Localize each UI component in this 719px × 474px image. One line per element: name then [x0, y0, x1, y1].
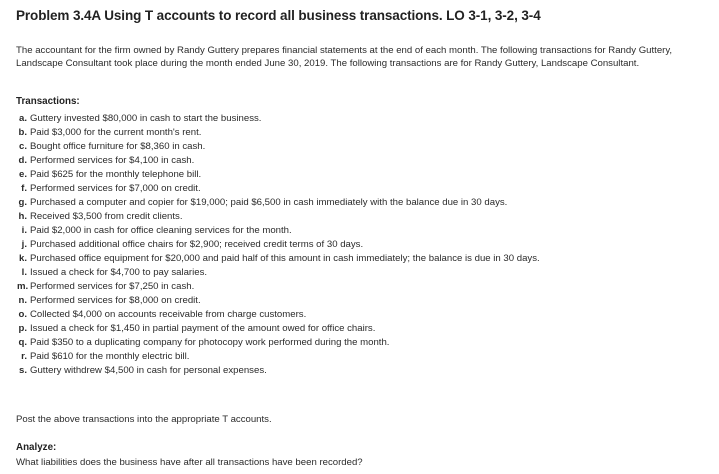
transaction-letter: r. — [21, 351, 27, 362]
transaction-item — [17, 322, 540, 336]
transaction-letter: a. — [18, 113, 27, 124]
transaction-letter: q. — [18, 337, 27, 348]
transaction-letter: n. — [18, 295, 27, 306]
transaction-letter: i. — [21, 225, 27, 236]
transaction-item — [17, 224, 540, 238]
transaction-letter: e. — [18, 169, 27, 180]
transaction-item — [17, 182, 540, 196]
transaction-item — [17, 336, 540, 350]
transaction-text: Performed services for $7,250 in cash. — [30, 281, 195, 292]
transaction-text: Paid $2,000 in cash for office cleaning services for the month. — [30, 225, 292, 236]
transaction-item — [17, 140, 540, 154]
transaction-text: Guttery withdrew $4,500 in cash for personal expenses. — [30, 365, 267, 376]
transactions-heading: Transactions: — [16, 96, 80, 107]
transaction-item — [17, 308, 540, 322]
transaction-item — [17, 238, 540, 252]
transaction-item — [17, 126, 540, 140]
analyze-question: What liabilities does the business have after all transactions have been recorded? — [16, 457, 363, 468]
transaction-text: Purchased additional office chairs for $2,900; received credit terms of 30 days. — [30, 239, 364, 250]
transaction-text: Performed services for $7,000 on credit. — [30, 183, 201, 194]
transaction-letter: j. — [21, 239, 27, 250]
transaction-text: Purchased office equipment for $20,000 and paid half of this amount in cash immediately; the balance is due in 30 days. — [30, 253, 540, 264]
transaction-text: Bought office furniture for $8,360 in cash. — [30, 141, 206, 152]
transaction-letter: k. — [18, 253, 27, 264]
transaction-text: Paid $610 for the monthly electric bill. — [30, 351, 190, 362]
transactions-list — [17, 112, 540, 378]
transaction-item — [17, 196, 540, 210]
transaction-text: Paid $3,000 for the current month's rent. — [30, 127, 202, 138]
transaction-item — [17, 280, 540, 294]
transaction-text: Paid $625 for the monthly telephone bill. — [30, 169, 202, 180]
transaction-text: Performed services for $4,100 in cash. — [30, 155, 195, 166]
transaction-letter: h. — [18, 211, 27, 222]
transaction-item — [17, 266, 540, 280]
transaction-letter: o. — [18, 309, 27, 320]
transaction-letter: m. — [17, 281, 29, 292]
transaction-item — [17, 350, 540, 364]
transaction-item — [17, 364, 540, 378]
transaction-text: Guttery invested $80,000 in cash to start the business. — [30, 113, 262, 124]
transaction-letter: l. — [21, 267, 27, 278]
transaction-text: Issued a check for $4,700 to pay salaries. — [30, 267, 208, 278]
transaction-letter: b. — [18, 127, 27, 138]
transaction-letter: s. — [18, 365, 27, 376]
transaction-item — [17, 210, 540, 224]
transaction-item — [17, 252, 540, 266]
transaction-letter: g. — [18, 197, 27, 208]
transaction-text: Purchased a computer and copier for $19,000; paid $6,500 in cash immediately with the balance due in 30 days. — [30, 197, 508, 208]
post-instruction: Post the above transactions into the appropriate T accounts. — [16, 414, 272, 425]
transaction-text: Received $3,500 from credit clients. — [30, 211, 183, 222]
transaction-item — [17, 168, 540, 182]
problem-intro: The accountant for the firm owned by Randy Guttery prepares financial statements at the end of each month. The following transactions for Randy Guttery, Landscape Consultant took place during the month ended June 30, 2019. The following transactions are for Randy Guttery, Landscape Consultant. — [16, 45, 673, 69]
transaction-item — [17, 112, 540, 126]
transaction-text: Collected $4,000 on accounts receivable from charge customers. — [30, 309, 307, 320]
transaction-letter: p. — [18, 323, 27, 334]
analyze-heading: Analyze: — [16, 442, 57, 453]
transaction-letter: f. — [21, 183, 27, 194]
transaction-item — [17, 294, 540, 308]
transaction-letter: d. — [18, 155, 27, 166]
transaction-text: Issued a check for $1,450 in partial payment of the amount owed for office chairs. — [30, 323, 376, 334]
problem-title: Problem 3.4A Using T accounts to record all business transactions. LO 3-1, 3-2, 3-4 — [16, 8, 541, 23]
transaction-item — [17, 154, 540, 168]
transaction-letter: c. — [18, 141, 27, 152]
transaction-text: Paid $350 to a duplicating company for photocopy work performed during the month. — [30, 337, 390, 348]
transaction-text: Performed services for $8,000 on credit. — [30, 295, 201, 306]
